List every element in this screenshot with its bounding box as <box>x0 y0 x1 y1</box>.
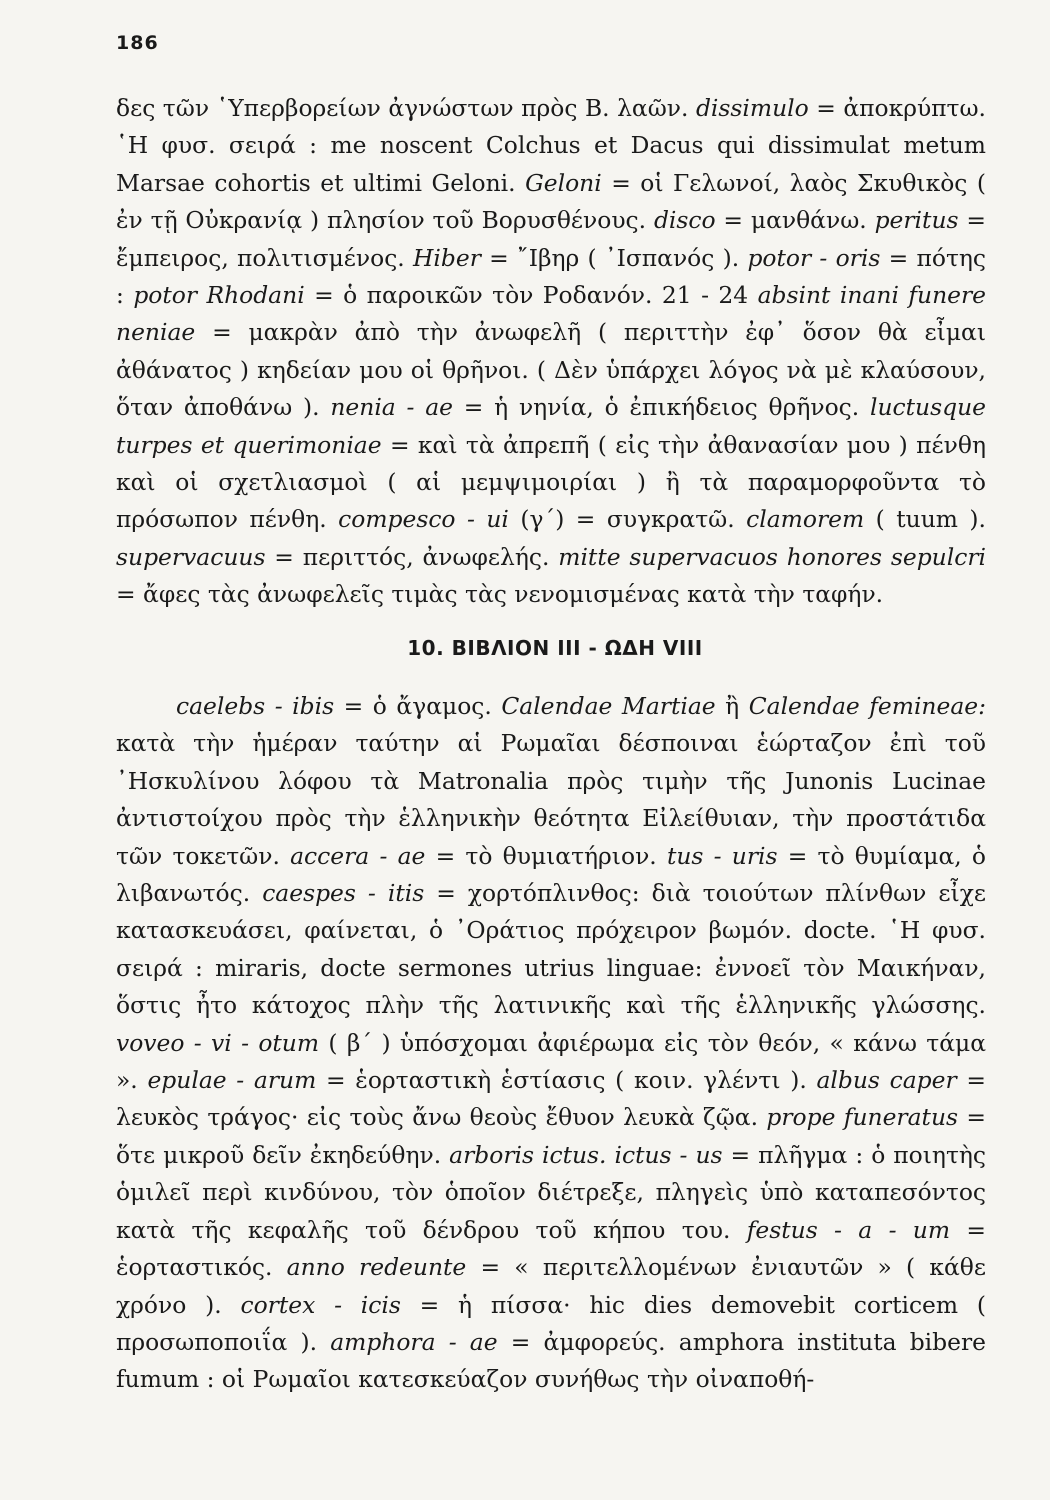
latin-term: Hiber <box>413 243 481 272</box>
latin-term: arboris ictus. ictus - us <box>449 1140 723 1169</box>
text-segment: = ἑορταστικός. <box>116 1215 986 1282</box>
text-segment: (γ΄) = συγκρατῶ. <box>508 505 747 534</box>
latin-term: cortex - icis <box>240 1290 401 1319</box>
text-segment: = ῎Ιβηρ ( ᾽Ισπανός ). <box>480 243 748 272</box>
latin-term: absint inani funere neniae <box>116 281 986 347</box>
section-heading: 10. ΒΙΒΛΙΟΝ ΙΙΙ - ΩΔΗ VIII <box>407 636 703 660</box>
latin-term: Calendae Martiae <box>501 692 716 720</box>
text-segment: = μακρὰν ἀπὸ τὴν ἀνωφελῆ ( περιττὴν ἐφ᾽ ὅσον θὰ εἶμαι ἀθάνατος ) κηδείαν μου οἱ θρῆνοι. ( Δὲν ὑπάρχει λόγος νὰ μὲ κλαύσουν, ὅταν ἀποθάνω ). <box>116 318 986 422</box>
text-segment: = ἔμπειρος, πολιτισμένος. <box>116 206 986 272</box>
latin-term: caespes - itis <box>262 879 425 908</box>
text-segment: = χορτόπλινθος: διὰ τοιούτων πλίνθων εἶχε κατασκευάσει, φαίνεται, ὁ ᾽Οράτιος πρόχειρον βωμόν. docte. ῾Η φυσ. σειρά : miraris, docte sermones utrius linguae: ἐννοεῖ τὸν Μαικήναν, ὅστις ἦτο κάτοχος πλὴν τῆς λατινικῆς καὶ τῆς ἑλληνικῆς γλώσσης. <box>116 879 986 1020</box>
latin-term: anno redeunte <box>286 1253 467 1282</box>
latin-term: compesco - ui <box>338 505 509 534</box>
text-segment: = οἱ Γελωνοί, λαὸς Σκυθικὸς ( ἐν τῇ Οὐκρανίᾳ ) πλησίον τοῦ Βορυσθένους. <box>116 168 987 235</box>
text-segment: ( tuum ). <box>864 505 986 534</box>
text-segment: = ἀποκρύπτω. ῾Η φυσ. σειρά : me noscent Colchus et Dacus qui dissimulat metum Marsae cohortis et ultimi Geloni. <box>116 94 986 197</box>
text-segment: = πλῆγμα : ὁ ποιητὴς ὁμιλεῖ περὶ κινδύνου, τὸν ὁποῖον διέτρεξε, πληγεὶς ὑπὸ καταπεσόντος κατὰ τῆς κεφαλῆς τοῦ δένδρου τοῦ κήπου του. <box>116 1140 986 1244</box>
text-segment: δες τῶν ῾Υπερβορείων ἀγνώστων πρὸς Β. λαῶν. <box>116 94 696 122</box>
text-segment: = ἡ πίσσα· hic dies demovebit corticem ( προσωποποιΐα ). <box>116 1290 987 1356</box>
latin-term: epulae - arum <box>147 1066 317 1095</box>
text-segment: = ἀμφορεύς. amphora instituta bibere fumum : οἱ Ρωμαῖοι κατεσκεύαζον συνήθως τὴν οἰναποθή- <box>116 1327 987 1394</box>
latin-term: prope funeratus <box>766 1103 959 1132</box>
paragraph-commentary-1 <box>116 90 986 614</box>
text-segment: = περιττός, ἀνωφελής. <box>265 542 559 571</box>
text-segment: = μανθάνω. <box>715 206 875 235</box>
text-segment: = ὁ παροικῶν τὸν Ροδανόν. 21 - 24 <box>304 281 758 310</box>
latin-term: potor - oris <box>747 243 881 272</box>
latin-term: Geloni <box>525 168 602 197</box>
text-segment: = « περιτελλομένων ἐνιαυτῶν » ( κάθε χρόνο ). <box>116 1253 987 1319</box>
latin-term: caelebs - ibis <box>176 692 335 720</box>
text-segment: = ἡ νηνία, ὁ ἐπικήδειος θρῆνος. <box>453 393 870 422</box>
latin-term: potor Rhodani <box>133 281 305 310</box>
paragraph-commentary-2 <box>116 688 986 1399</box>
latin-term: supervacuus <box>116 542 266 571</box>
text-segment: = ὁ ἄγαμος. <box>334 692 502 720</box>
latin-term: Calendae femineae: <box>748 692 987 720</box>
latin-term: peritus <box>874 206 959 235</box>
latin-term: accera - ae <box>290 841 426 870</box>
latin-term: mitte supervacuos honores sepulcri <box>558 542 986 571</box>
latin-term: disco <box>653 206 716 235</box>
latin-term: tus - uris <box>666 841 778 870</box>
latin-term: dissimulo <box>695 94 809 122</box>
latin-term: festus - a - um <box>746 1215 951 1244</box>
text-segment: = πότης : <box>116 243 986 310</box>
latin-term: voveo - vi - otum <box>116 1028 320 1057</box>
text-segment: = ἄφες τὰς ἀνωφελεῖς τιμὰς τὰς νενομισμένας κατὰ τὴν ταφήν. <box>116 580 884 609</box>
latin-term: nenia - ae <box>330 393 454 422</box>
latin-term: clamorem <box>746 505 865 534</box>
text-segment: = καὶ τὰ ἀπρεπῆ ( εἰς τὴν ἀθανασίαν μου ) πένθη καὶ οἱ σχετλιασμοὶ ( αἱ μεμψιμοιρίαι ) ἢ τὰ παραμορφοῦντα τὸ πρόσωπον πένθη. <box>116 430 986 534</box>
latin-term: amphora - ae <box>330 1327 498 1356</box>
page-number: 186 <box>116 32 159 54</box>
text-segment: ( β΄ ) ὑπόσχομαι ἀφιέρωμα εἰς τὸν θεόν, « κάνω τάμα ». <box>116 1028 987 1095</box>
text-segment: ἢ <box>715 692 749 720</box>
latin-term: luctusque turpes et querimoniae <box>116 393 986 459</box>
latin-term: albus caper <box>816 1066 957 1095</box>
text-segment: = ἑορταστικὴ ἑστίασις ( κοιν. γλέντι ). <box>316 1066 817 1095</box>
text-segment: = λευκὸς τράγος· εἰς τοὺς ἄνω θεοὺς ἔθυον λευκὰ ζῷα. <box>116 1066 986 1132</box>
text-segment: = ὅτε μικροῦ δεῖν ἐκηδεύθην. <box>116 1103 986 1169</box>
text-segment: κατὰ τὴν ἡμέραν ταύτην αἱ Ρωμαῖαι δέσποιναι ἑώρταζον ἐπὶ τοῦ ᾽Ησκυλίνου λόφου τὰ Matronalia πρὸς τιμὴν τῆς Junonis Lucinae ἀντιστοίχου πρὸς τὴν ἑλληνικὴν θεότητα Εἰλείθυιαν, τὴν προστάτιδα τῶν τοκετῶν. <box>116 729 986 870</box>
text-segment: = τὸ θυμίαμα, ὁ λιβανωτός. <box>116 841 986 908</box>
text-segment: = τὸ θυμιατήριον. <box>425 841 667 870</box>
